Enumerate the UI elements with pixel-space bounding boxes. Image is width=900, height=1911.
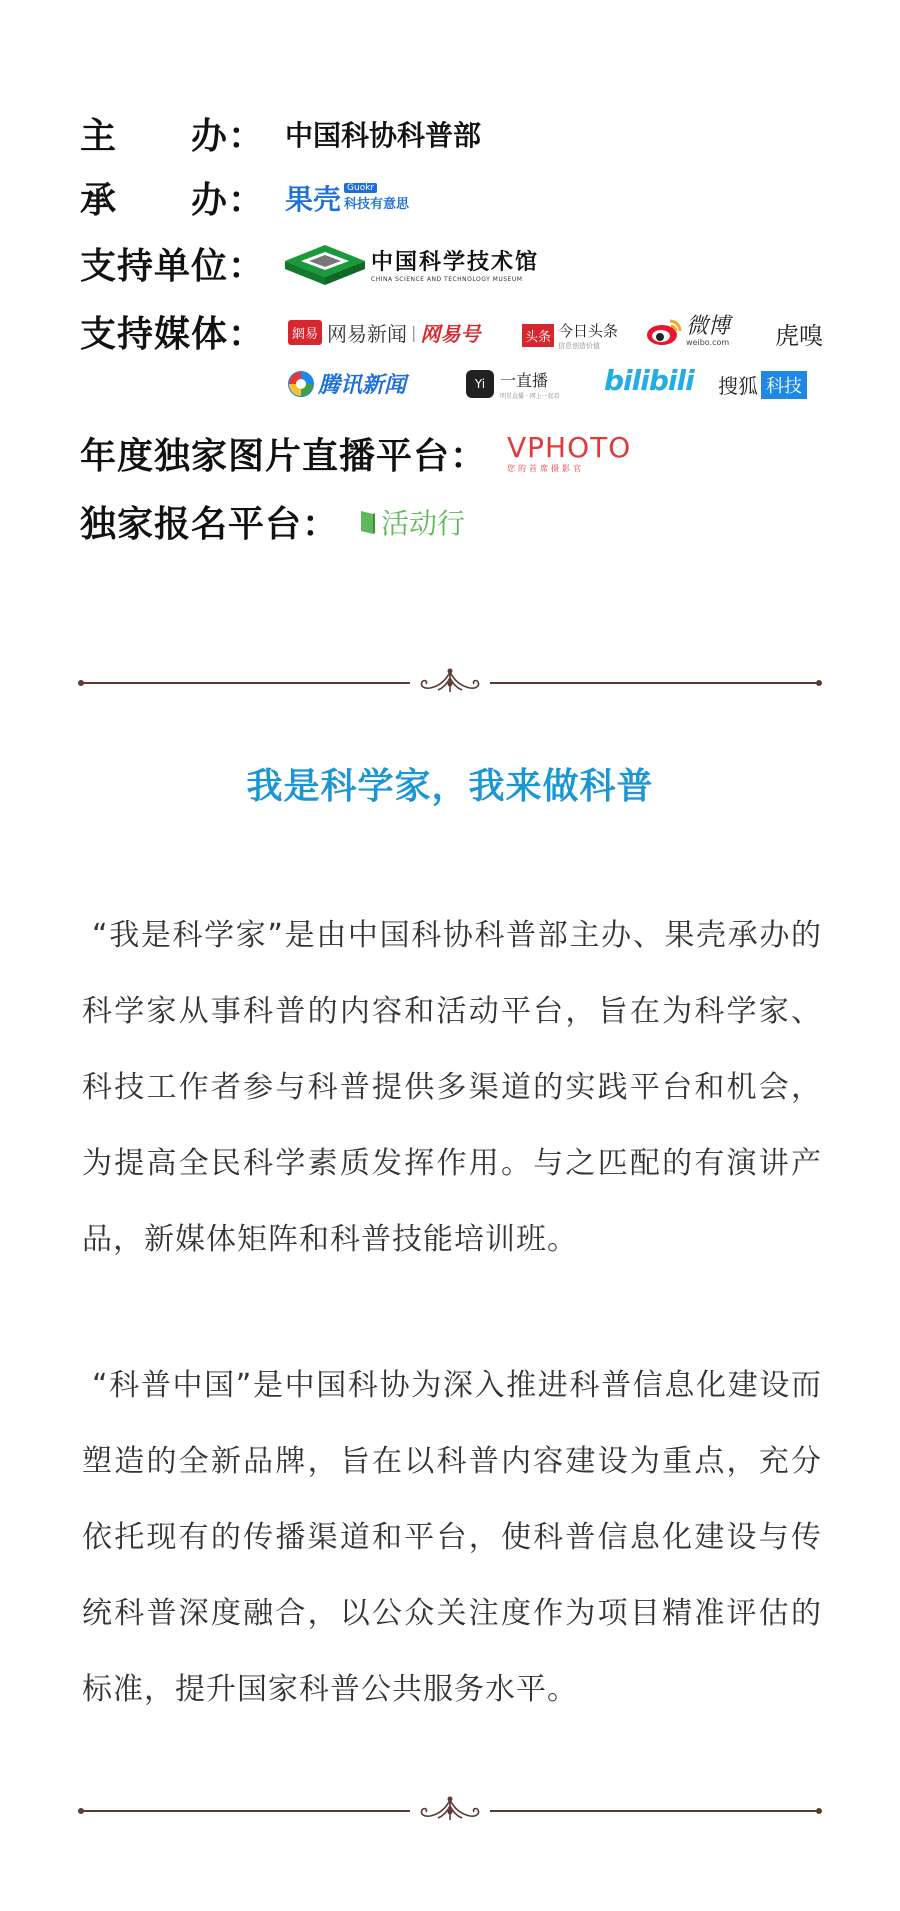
huxiu-name: 虎嗅 [775, 322, 823, 350]
support-unit-row [80, 238, 539, 289]
weibo-eye-icon [646, 317, 684, 347]
photo-live-label: 年度独家图片直播平台： [80, 436, 488, 477]
top-divider [80, 668, 820, 698]
organizer-value: 中国科协科普部 [285, 118, 482, 152]
organizer-row [80, 108, 481, 159]
vphoto-logo [507, 433, 631, 474]
undertaker-row [80, 172, 409, 223]
ornament-icon [410, 1794, 490, 1826]
toutiao-logo [522, 320, 618, 351]
kepu-china-paragraph: “科普中国”是中国科协为深入推进科普信息化建设而塑造的全新品牌，旨在以科普内容建设为重点，充分依托现有的传播渠道和平台，使科普信息化建设与传统科普深度融合，以公众关注度作为项目精准评估的标准，提升国家科普公共服务水平。 [82, 1368, 822, 1707]
guokr-logo-tag: Guokr [344, 183, 377, 193]
support-media-label: 支持媒体： [80, 314, 266, 355]
netease-badge: 網易 [288, 320, 322, 345]
vphoto-name: VPHOTO [507, 431, 632, 464]
organizer-label: 主 办： [80, 116, 266, 157]
yizhibo-name: 一直播 [500, 371, 549, 390]
tencent-news-logo [288, 368, 406, 399]
guokr-logo-main: 果壳 [285, 182, 342, 216]
section-heading: 我是科学家，我来做科普 [246, 766, 654, 807]
huodongxing-book-icon [359, 509, 377, 535]
weibo-name: 微博 [686, 314, 731, 339]
huodongxing-logo [359, 502, 465, 542]
toutiao-badge: 头条 [522, 324, 554, 347]
tencent-news-name: 腾讯新闻 [318, 373, 407, 398]
huxiu-logo [775, 316, 823, 351]
support-unit-label: 支持单位： [80, 246, 266, 287]
sohu-main: 搜狐 [718, 374, 758, 398]
sohu-tech-logo [718, 370, 807, 399]
cstm-logo-cn: 中国科学技术馆 [371, 248, 540, 275]
bilibili-logo [604, 364, 694, 397]
photo-live-row [80, 428, 631, 479]
cstm-emblem-icon [285, 243, 365, 285]
toutiao-name: 今日头条 [558, 322, 619, 340]
yizhibo-sub: 明星直播 · 网上一起看 [500, 393, 560, 400]
guokr-logo-sub: 科技有意思 [344, 197, 410, 212]
guokr-logo [285, 178, 409, 218]
cstm-logo-en: CHINA SCIENCE AND TECHNOLOGY MUSEUM [371, 275, 523, 283]
bottom-divider [80, 1796, 820, 1826]
tencent-news-icon [288, 371, 314, 397]
ornament-icon [410, 666, 490, 698]
yizhibo-logo [466, 368, 560, 400]
netease-news: 网易新闻 [327, 322, 408, 346]
huodongxing-name: 活动行 [381, 506, 466, 540]
registration-row [80, 496, 465, 547]
registration-label: 独家报名平台： [80, 504, 340, 545]
support-media-row [80, 306, 285, 357]
weibo-sub: weibo.com [686, 338, 730, 347]
netease-logo: 網易 网易新闻 | 网易号 [288, 318, 480, 347]
sohu-tag: 科技 [761, 371, 807, 399]
yizhibo-badge: Yi [466, 370, 494, 398]
bilibili-name: bilibili [604, 364, 694, 397]
toutiao-sub: 信息创造价值 [558, 342, 601, 350]
intro-paragraph: “我是科学家”是由中国科协科普部主办、果壳承办的科学家从事科普的内容和活动平台，旨在为科学家、科技工作者参与科普提供多渠道的实践平台和机会，为提高全民科学素质发挥作用。与之匹配的有演讲产品，新媒体矩阵和科普技能培训班。 [82, 918, 822, 1257]
cstm-logo [285, 243, 539, 285]
undertaker-label: 承 办： [80, 180, 266, 221]
netease-hao: 网易号 [420, 322, 481, 346]
vphoto-sub: 您的首席摄影官 [507, 464, 585, 473]
weibo-logo [646, 316, 730, 347]
